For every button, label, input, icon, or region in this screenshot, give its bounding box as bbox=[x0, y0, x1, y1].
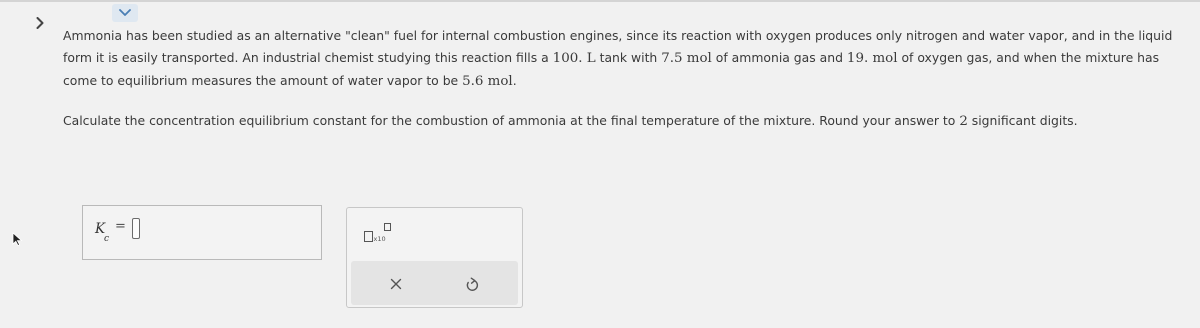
mouse-cursor-icon bbox=[12, 232, 23, 246]
action-bar bbox=[351, 261, 518, 305]
chevron-down-icon bbox=[119, 9, 131, 17]
scientific-notation-button[interactable] bbox=[362, 221, 402, 247]
close-icon bbox=[390, 278, 402, 290]
top-divider bbox=[0, 0, 1200, 2]
problem-text-part: of ammonia gas and bbox=[711, 50, 847, 65]
equals-sign: = bbox=[115, 219, 126, 234]
clear-button[interactable] bbox=[385, 273, 407, 295]
instruction-text-part: Calculate the concentration equilibrium constant for the combustion of ammonia at the final temperature of the mixture. Round your answer to bbox=[63, 113, 960, 128]
kc-answer-input[interactable] bbox=[132, 218, 140, 239]
scientific-notation-icon bbox=[362, 221, 402, 247]
undo-button[interactable] bbox=[461, 273, 483, 295]
problem-text-part: of oxygen gas, and when the mixture has come to equilibrium measures the amount of water vapor to be bbox=[63, 50, 1160, 88]
problem-text-part: . bbox=[512, 73, 517, 88]
tank-volume: 100. L bbox=[552, 51, 596, 66]
significant-digits: 2 bbox=[959, 114, 968, 129]
water-vapor-amount: 5.6 mol bbox=[462, 74, 513, 89]
oxygen-amount: 19. mol bbox=[846, 51, 898, 66]
kc-label: K bbox=[95, 221, 106, 237]
question-instruction bbox=[63, 110, 1173, 133]
problem-text-part: tank with bbox=[595, 50, 662, 65]
answer-area bbox=[82, 205, 322, 260]
ammonia-amount: 7.5 mol bbox=[661, 51, 712, 66]
kc-subscript: c bbox=[104, 234, 110, 244]
problem-text-part: Ammonia has been studied as an alternative "clean" fuel for internal combustion engines, since its reaction with oxygen produces only nitrogen and water vapor, and in the liquid form it is easily transported. An industrial chemist studying this reaction fills a bbox=[63, 28, 1173, 65]
collapse-toggle[interactable] bbox=[112, 4, 138, 22]
instruction-text-part: significant digits. bbox=[967, 113, 1078, 128]
math-tools-panel bbox=[346, 207, 523, 308]
undo-icon bbox=[465, 277, 479, 292]
chevron-right-icon[interactable] bbox=[36, 17, 44, 29]
sci-notation-text: x10 bbox=[373, 235, 386, 243]
problem-statement bbox=[63, 25, 1173, 93]
